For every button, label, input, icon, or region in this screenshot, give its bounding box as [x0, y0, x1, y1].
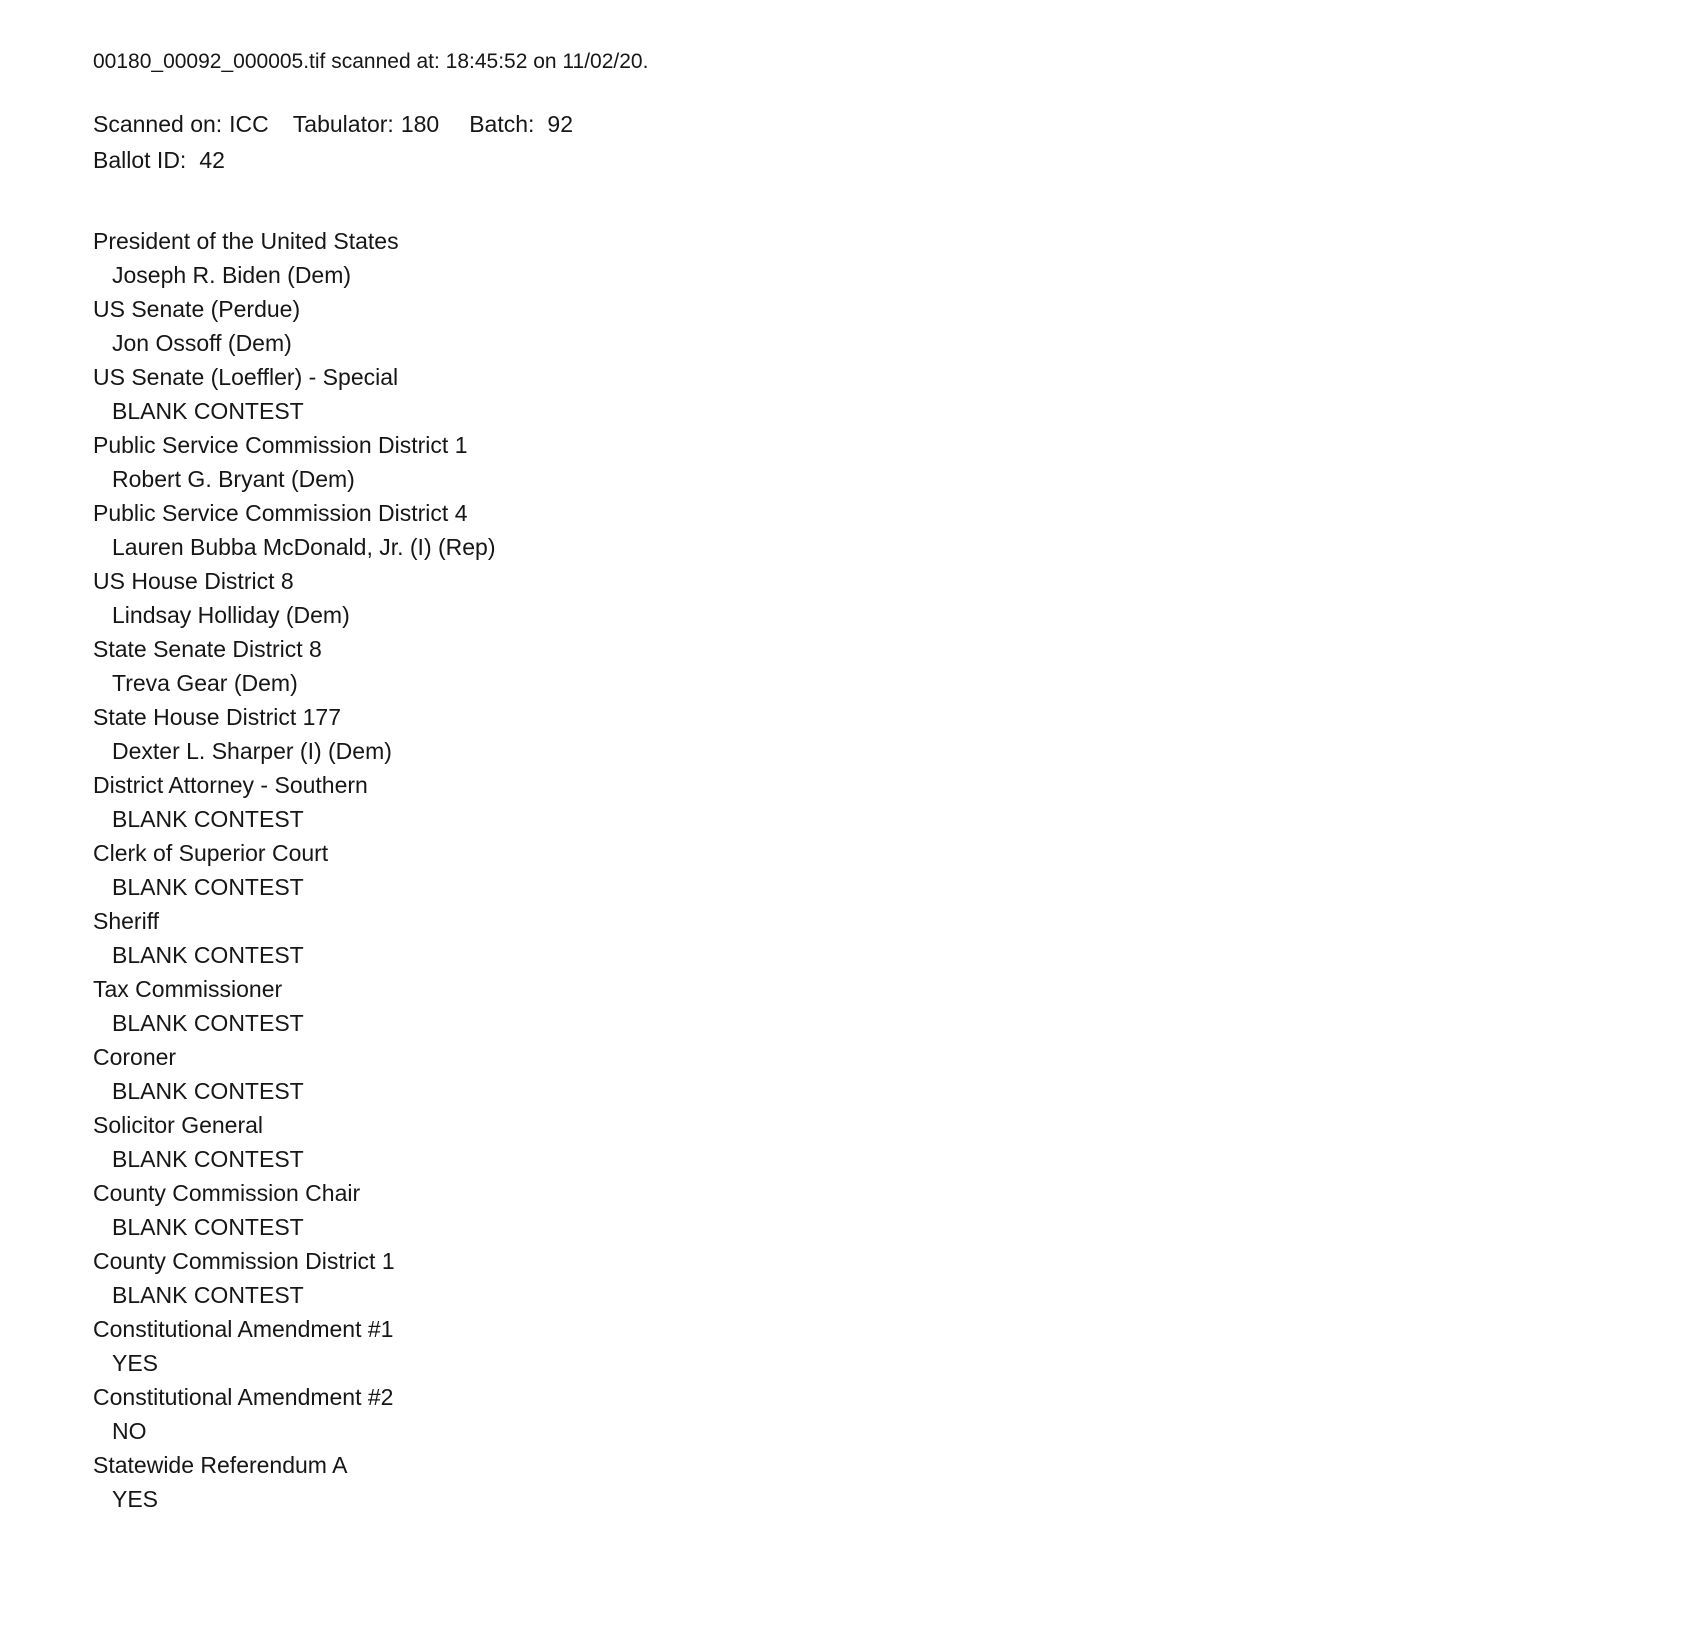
- contest-selection: Dexter L. Sharper (I) (Dem): [112, 738, 392, 764]
- contest-selection: Treva Gear (Dem): [112, 670, 298, 696]
- contest-entry: [93, 564, 1665, 632]
- contest-name: Public Service Commission District 4: [93, 500, 468, 526]
- contest-entry: [93, 360, 1665, 428]
- contest-selection: BLANK CONTEST: [112, 1214, 304, 1240]
- contest-entry: [93, 700, 1665, 768]
- batch-label: Batch:: [469, 111, 535, 137]
- contest-selection: BLANK CONTEST: [112, 398, 304, 424]
- contest-name: State Senate District 8: [93, 636, 322, 662]
- contest-selection: BLANK CONTEST: [112, 874, 304, 900]
- contest-name: US Senate (Loeffler) - Special: [93, 364, 399, 390]
- scanned-on-label: Scanned on:: [93, 111, 223, 137]
- contest-name: Statewide Referendum A: [93, 1452, 348, 1478]
- contest-selection: Lindsay Holliday (Dem): [112, 602, 350, 628]
- contest-entry: [93, 836, 1665, 904]
- batch-pair: [469, 106, 573, 142]
- contest-selection: NO: [112, 1418, 147, 1444]
- batch-value: 92: [547, 111, 573, 137]
- contest-entry: [93, 1312, 1665, 1380]
- scanned-on-value: ICC: [229, 111, 269, 137]
- contest-selection: BLANK CONTEST: [112, 1146, 304, 1172]
- contest-entry: [93, 292, 1665, 360]
- contest-name: State House District 177: [93, 704, 342, 730]
- contest-entry: [93, 768, 1665, 836]
- scan-info-line: [93, 106, 1665, 142]
- contest-selection: BLANK CONTEST: [112, 1010, 304, 1036]
- contest-name: Constitutional Amendment #1: [93, 1316, 394, 1342]
- contest-entry: [93, 1108, 1665, 1176]
- ballot-id-value: 42: [199, 147, 225, 173]
- contest-name: Tax Commissioner: [93, 976, 283, 1002]
- tabulator-label: Tabulator:: [292, 111, 394, 137]
- scan-filename-line: 00180_00092_000005.tif scanned at: 18:45:52 on 11/02/20.: [93, 50, 649, 73]
- contest-list: [93, 224, 1665, 1516]
- contest-name: District Attorney - Southern: [93, 772, 368, 798]
- tabulator-value: 180: [400, 111, 440, 137]
- contest-entry: [93, 1448, 1665, 1516]
- contest-selection: Robert G. Bryant (Dem): [112, 466, 355, 492]
- contest-name: Public Service Commission District 1: [93, 432, 468, 458]
- contest-selection: Jon Ossoff (Dem): [112, 330, 292, 356]
- contest-entry: [93, 1380, 1665, 1448]
- contest-entry: [93, 972, 1665, 1040]
- contest-entry: [93, 224, 1665, 292]
- contest-name: Sheriff: [93, 908, 160, 934]
- contest-name: County Commission District 1: [93, 1248, 395, 1274]
- contest-selection: YES: [112, 1350, 159, 1376]
- contest-entry: [93, 632, 1665, 700]
- contest-entry: [93, 1244, 1665, 1312]
- contest-selection: YES: [112, 1486, 159, 1512]
- contest-selection: Lauren Bubba McDonald, Jr. (I) (Rep): [112, 534, 496, 560]
- contest-name: Clerk of Superior Court: [93, 840, 329, 866]
- contest-name: County Commission Chair: [93, 1180, 361, 1206]
- contest-selection: BLANK CONTEST: [112, 1078, 304, 1104]
- contest-name: Constitutional Amendment #2: [93, 1384, 394, 1410]
- ballot-id-pair: [93, 142, 225, 178]
- ballot-id-label: Ballot ID:: [93, 147, 187, 173]
- contest-entry: [93, 904, 1665, 972]
- contest-selection: BLANK CONTEST: [112, 806, 304, 832]
- contest-selection: BLANK CONTEST: [112, 942, 304, 968]
- contest-entry: [93, 496, 1665, 564]
- tabulator-pair: [293, 106, 439, 142]
- contest-selection: Joseph R. Biden (Dem): [112, 262, 352, 288]
- contest-selection: BLANK CONTEST: [112, 1282, 304, 1308]
- ballot-id-line: [93, 142, 1665, 178]
- contest-entry: [93, 1040, 1665, 1108]
- contest-name: Coroner: [93, 1044, 177, 1070]
- contest-name: President of the United States: [93, 228, 399, 254]
- contest-name: Solicitor General: [93, 1112, 264, 1138]
- scanned-on-pair: [93, 106, 269, 142]
- contest-name: US Senate (Perdue): [93, 296, 301, 322]
- contest-entry: [93, 1176, 1665, 1244]
- contest-entry: [93, 428, 1665, 496]
- contest-name: US House District 8: [93, 568, 294, 594]
